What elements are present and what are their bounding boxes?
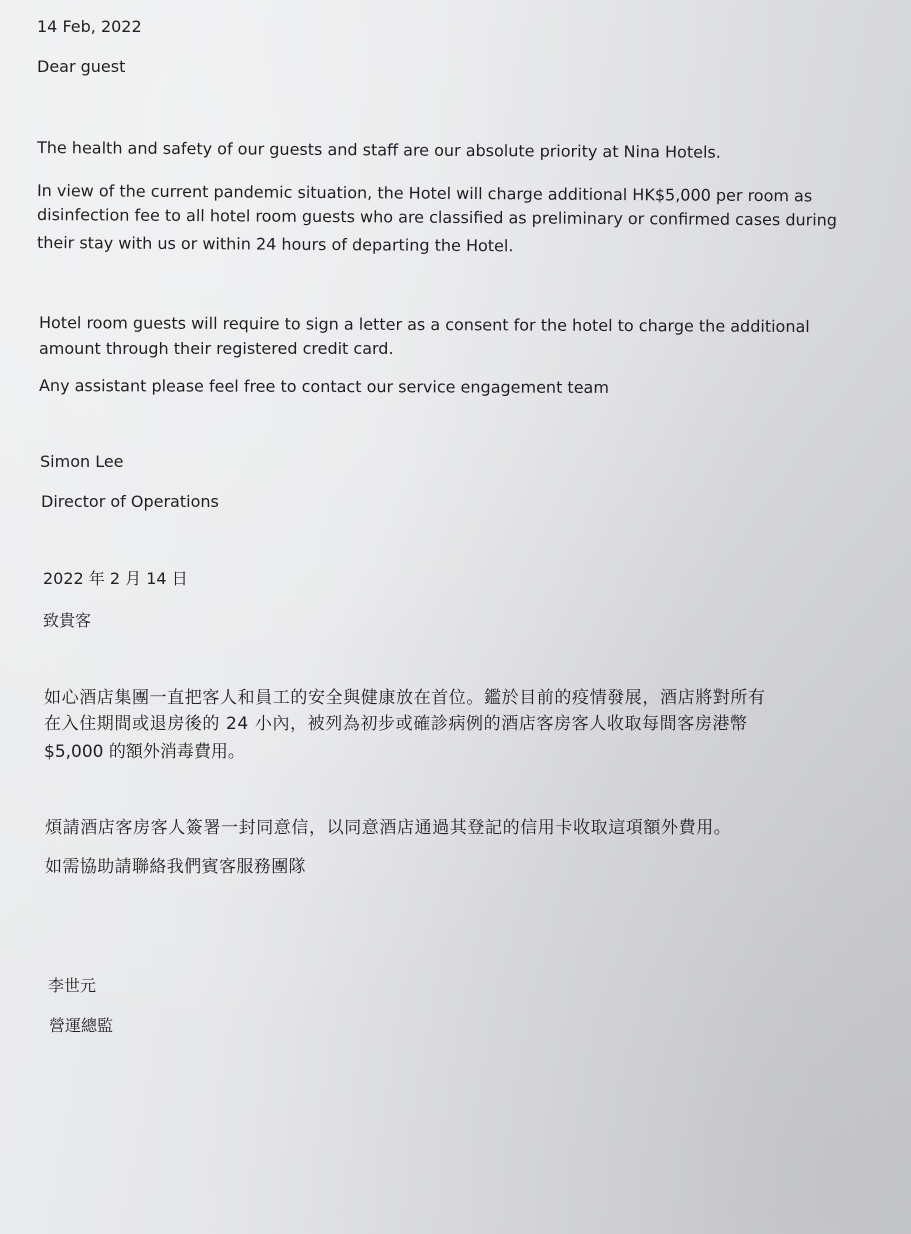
paragraph-en-3-line-1: Hotel room guests will require to sign a letter as a consent for the hotel to charge the additional [38,313,810,337]
paragraph-zh-1-line-3: $5,000 的額外消毒費用。 [44,742,245,762]
paragraph-en-2-line-3: their stay with us or within 24 hours of departing the Hotel. [36,233,514,256]
paragraph-en-3-line-2: amount through their registered credit card. [39,339,394,358]
signatory-title-en: Director of Operations [41,492,219,511]
paragraph-zh-3: 如需協助請聯絡我們賓客服務團隊 [45,857,306,877]
salutation-en: Dear guest [37,57,126,76]
paragraph-en-1: The health and safety of our guests and staff are our absolute priority at Nina Hotels. [36,138,721,162]
signatory-name-zh: 李世元 [48,976,97,995]
paragraph-en-2-line-1: In view of the current pandemic situation, the Hotel will charge additional HK$5,000 per room as [36,181,813,206]
signatory-name-en: Simon Lee [40,452,124,471]
paragraph-zh-1-line-2: 在入住期間或退房後的 24 小內，被列為初步或確診病例的酒店客房客人收取每間客房港幣 [44,714,748,734]
paragraph-zh-1-line-1: 如心酒店集團一直把客人和員工的安全與健康放在首位。鑑於目前的疫情發展，酒店將對所有 [44,688,766,708]
signatory-title-zh: 營運總監 [49,1016,114,1035]
letter-date-zh: 2022 年 2 月 14 日 [43,569,188,588]
paragraph-en-2-line-2: disinfection fee to all hotel room guests who are classified as preliminary or confirmed cases during [36,205,838,230]
salutation-zh: 致貴客 [43,611,92,630]
paragraph-en-4: Any assistant please feel free to contact our service engagement team [38,376,610,397]
letter-date-en: 14 Feb, 2022 [37,17,142,36]
paragraph-zh-2: 煩請酒店客房客人簽署一封同意信，以同意酒店通過其登記的信用卡收取這項額外費用。 [45,818,732,838]
